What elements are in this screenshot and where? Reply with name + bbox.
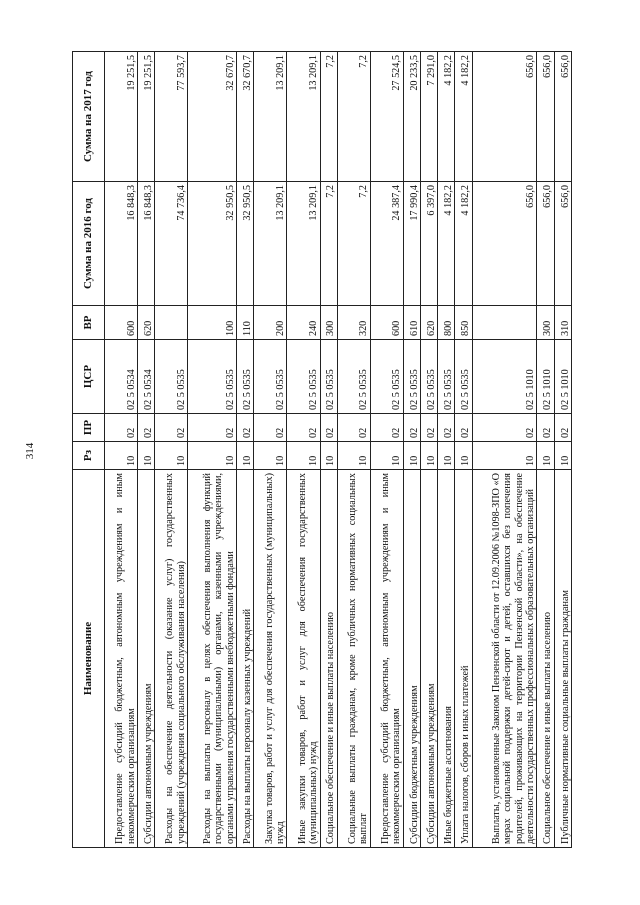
cell-name: Закупка товаров, работ и услуг для обеспечения государственных (муниципальных) нужд [254,470,287,848]
cell-name: Иные закупки товаров, работ и услуг для обеспечения государственных (муниципальных) нужд [287,470,320,848]
budget-table [72,51,572,848]
page-number: 314 [24,442,36,460]
cell-csr: 02 5 0535 [188,340,237,414]
cell-csr: 02 5 0535 [438,340,455,414]
cell-name: Предоставление субсидий бюджетным, автономным учреждениям и иным некоммерческим организациям [105,470,138,848]
cell-vr: 600 [370,306,403,340]
cell-rz: 10 [105,442,138,470]
cell-csr: 02 5 0535 [421,340,438,414]
table-body [105,52,572,848]
table-row [237,52,254,848]
cell-pr: 02 [237,414,254,442]
header-name: Наименование [73,470,105,848]
cell-sum2016: 74 736,4 [155,182,188,306]
cell-rz: 10 [403,442,420,470]
cell-pr: 02 [421,414,438,442]
cell-name: Расходы на обеспечение деятельности (оказание услуг) государственных учреждений (учреждения социального обслуживания населения) [155,470,188,848]
table-row [254,52,287,848]
cell-sum2017: 656,0 [554,52,571,182]
cell-pr: 02 [138,414,155,442]
cell-csr: 02 5 0535 [320,340,337,414]
cell-rz: 10 [554,442,571,470]
cell-rz: 10 [188,442,237,470]
header-vr: ВР [73,306,105,340]
cell-csr: 02 5 0534 [105,340,138,414]
cell-vr: 610 [403,306,420,340]
cell-name: Расходы на выплаты персоналу казенных учреждений [237,470,254,848]
cell-vr: 620 [138,306,155,340]
cell-csr: 02 5 0535 [287,340,320,414]
cell-csr: 02 5 0534 [138,340,155,414]
table-row [472,52,537,848]
table-row [337,52,370,848]
cell-vr: 300 [537,306,554,340]
table-row [438,52,455,848]
header-sum-2017: Сумма на 2017 год [73,52,105,182]
cell-rz: 10 [320,442,337,470]
cell-sum2016: 4 182,2 [438,182,455,306]
cell-pr: 02 [455,414,472,442]
cell-sum2017: 32 670,7 [188,52,237,182]
cell-sum2016: 32 950,5 [237,182,254,306]
table-row [138,52,155,848]
cell-sum2016: 16 848,3 [138,182,155,306]
cell-sum2016: 16 848,3 [105,182,138,306]
cell-sum2017: 656,0 [472,52,537,182]
cell-vr: 110 [237,306,254,340]
cell-name: Субсидии автономным учреждениям [138,470,155,848]
cell-pr: 02 [472,414,537,442]
cell-rz: 10 [337,442,370,470]
cell-name: Социальное обеспечение и иные выплаты населению [537,470,554,848]
cell-name: Иные бюджетные ассигнования [438,470,455,848]
cell-pr: 02 [155,414,188,442]
cell-pr: 02 [370,414,403,442]
cell-pr: 02 [320,414,337,442]
cell-sum2017: 656,0 [537,52,554,182]
table-row [287,52,320,848]
table-row [155,52,188,848]
cell-vr: 850 [455,306,472,340]
cell-name: Социальные выплаты гражданам, кроме публичных нормативных социальных выплат [337,470,370,848]
cell-pr: 02 [337,414,370,442]
cell-vr: 200 [254,306,287,340]
cell-name: Расходы на выплаты персоналу в целях обеспечения выполнения функций государственными (муниципальными) органами, казенными учреждениями, органами управления государственными внебюджетными фондами [188,470,237,848]
cell-sum2016: 13 209,1 [254,182,287,306]
cell-vr: 620 [421,306,438,340]
rotated-table-container [72,52,572,848]
cell-sum2016: 17 990,4 [403,182,420,306]
cell-sum2017: 4 182,2 [455,52,472,182]
header-rz: Рз [73,442,105,470]
cell-sum2017: 13 209,1 [254,52,287,182]
cell-pr: 02 [403,414,420,442]
header-sum-2016: Сумма на 2016 год [73,182,105,306]
cell-rz: 10 [237,442,254,470]
cell-sum2016: 32 950,5 [188,182,237,306]
cell-sum2017: 7,2 [337,52,370,182]
table-row [455,52,472,848]
cell-name: Выплаты, установленные Законом Пензенской области от 12.09.2006 №1098-ЗПО «О мерах социальной поддержки детей-сирот и детей, оставшихся без попечения родителей, проживающих на территории Пензенской области», на обеспечение деятельности государственных профессиональных образовательных организаций [472,470,537,848]
cell-name: Публичные нормативные социальные выплаты гражданам [554,470,571,848]
table-row [403,52,420,848]
table-row [421,52,438,848]
cell-vr: 300 [320,306,337,340]
cell-pr: 02 [438,414,455,442]
cell-csr: 02 5 0535 [370,340,403,414]
cell-vr: 240 [287,306,320,340]
header-csr: ЦСР [73,340,105,414]
table-row [554,52,571,848]
cell-rz: 10 [472,442,537,470]
cell-rz: 10 [254,442,287,470]
cell-csr: 02 5 1010 [472,340,537,414]
cell-pr: 02 [105,414,138,442]
cell-rz: 10 [370,442,403,470]
cell-pr: 02 [254,414,287,442]
table-row [537,52,554,848]
cell-csr: 02 5 0535 [155,340,188,414]
cell-name: Субсидии автономным учреждениям [421,470,438,848]
rotated-table-area [72,52,572,848]
cell-sum2016: 7,2 [320,182,337,306]
header-pr: ПР [73,414,105,442]
table-header-row [73,52,105,848]
table-row [320,52,337,848]
cell-sum2017: 4 182,2 [438,52,455,182]
cell-sum2016: 24 387,4 [370,182,403,306]
cell-sum2016: 656,0 [554,182,571,306]
cell-sum2017: 19 251,5 [138,52,155,182]
cell-csr: 02 5 0535 [337,340,370,414]
table-row [188,52,237,848]
cell-rz: 10 [455,442,472,470]
cell-sum2017: 32 670,7 [237,52,254,182]
cell-name: Субсидии бюджетным учреждениям [403,470,420,848]
cell-sum2016: 13 209,1 [287,182,320,306]
cell-sum2017: 7,2 [320,52,337,182]
cell-pr: 02 [537,414,554,442]
cell-csr: 02 5 1010 [537,340,554,414]
cell-sum2016: 6 397,0 [421,182,438,306]
cell-csr: 02 5 1010 [554,340,571,414]
cell-sum2016: 656,0 [537,182,554,306]
cell-vr [472,306,537,340]
cell-vr: 320 [337,306,370,340]
cell-name: Социальное обеспечение и иные выплаты населению [320,470,337,848]
cell-csr: 02 5 0535 [455,340,472,414]
cell-rz: 10 [155,442,188,470]
cell-pr: 02 [287,414,320,442]
cell-vr [155,306,188,340]
cell-sum2017: 13 209,1 [287,52,320,182]
cell-name: Уплата налогов, сборов и иных платежей [455,470,472,848]
cell-sum2017: 7 291,0 [421,52,438,182]
cell-sum2017: 77 593,7 [155,52,188,182]
cell-sum2017: 20 233,5 [403,52,420,182]
cell-sum2016: 656,0 [472,182,537,306]
cell-csr: 02 5 0535 [403,340,420,414]
cell-rz: 10 [421,442,438,470]
table-row [370,52,403,848]
cell-csr: 02 5 0535 [237,340,254,414]
cell-sum2016: 7,2 [337,182,370,306]
cell-pr: 02 [188,414,237,442]
cell-rz: 10 [138,442,155,470]
cell-name: Предоставление субсидий бюджетным, автономным учреждениям и иным некоммерческим организациям [370,470,403,848]
cell-rz: 10 [438,442,455,470]
cell-vr: 800 [438,306,455,340]
table-row [105,52,138,848]
cell-sum2016: 4 182,2 [455,182,472,306]
cell-csr: 02 5 0535 [254,340,287,414]
cell-sum2017: 27 524,5 [370,52,403,182]
cell-rz: 10 [537,442,554,470]
cell-rz: 10 [287,442,320,470]
cell-sum2017: 19 251,5 [105,52,138,182]
cell-vr: 100 [188,306,237,340]
cell-vr: 600 [105,306,138,340]
cell-pr: 02 [554,414,571,442]
cell-vr: 310 [554,306,571,340]
